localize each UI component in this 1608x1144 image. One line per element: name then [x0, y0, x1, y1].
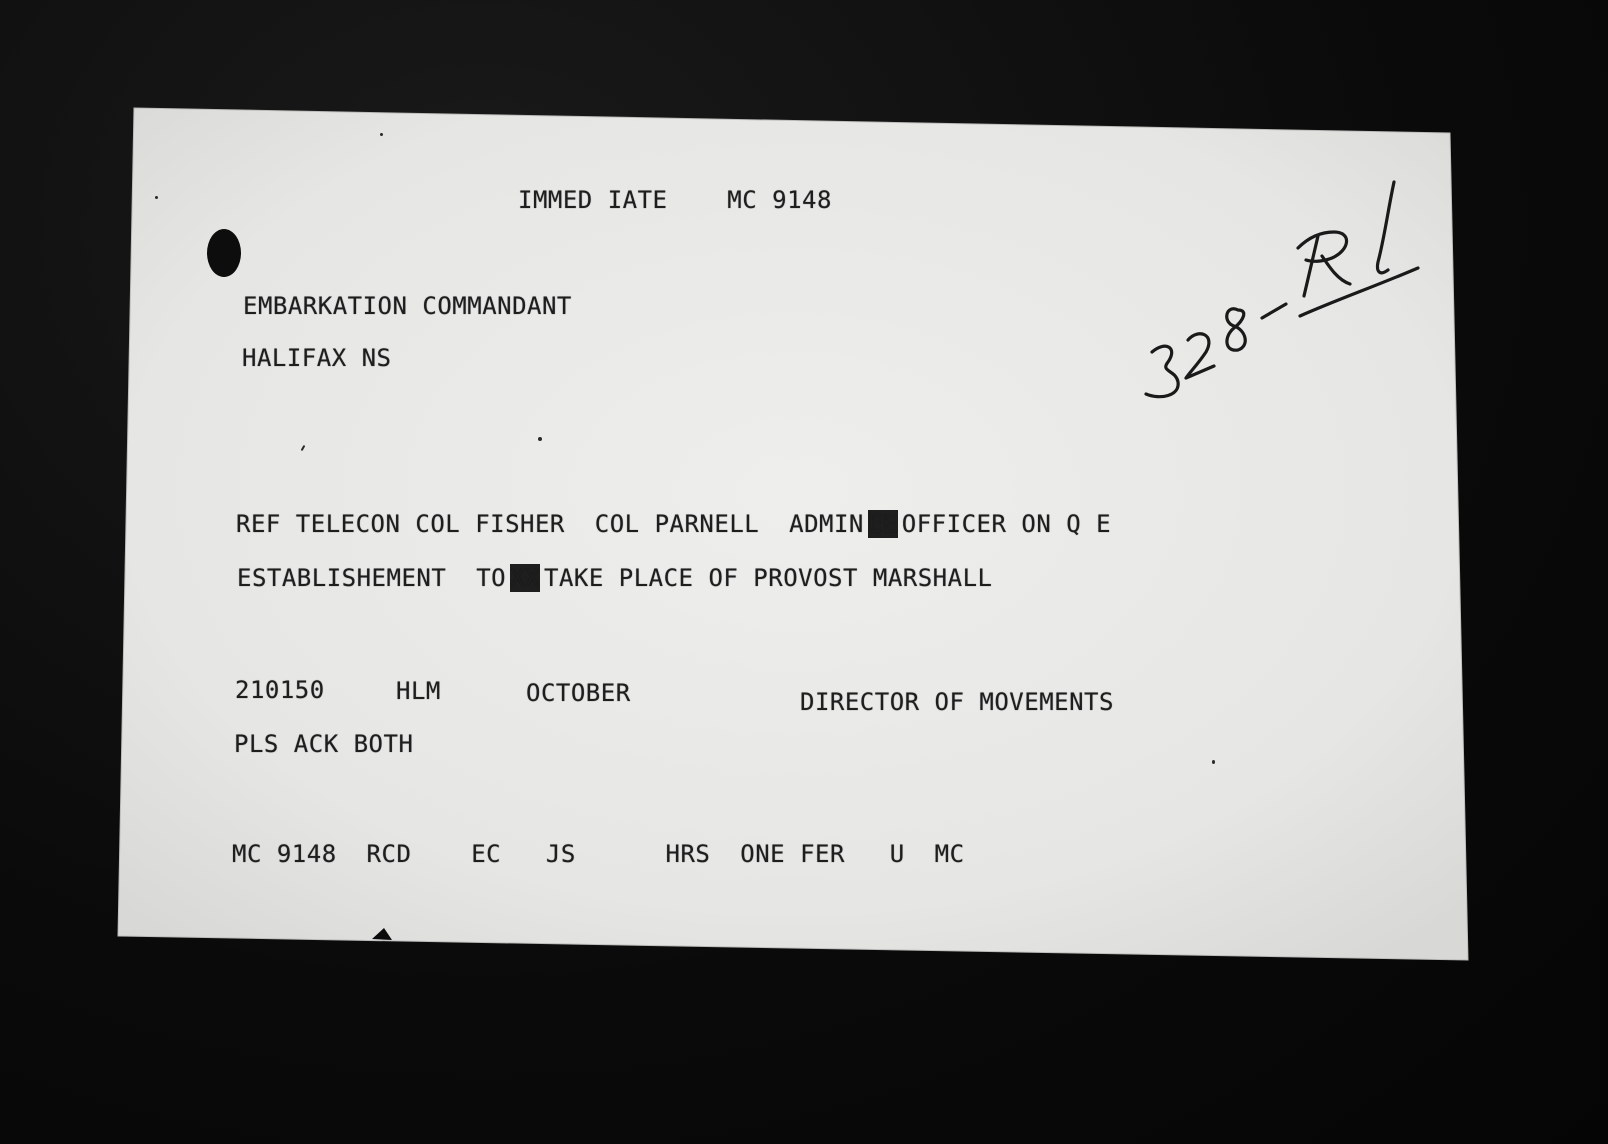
- body-line-2-text-b: TAKE PLACE OF PROVOST MARSHALL: [544, 564, 993, 592]
- receipt-line: MC 9148 RCD EC JS HRS ONE FER U MC: [232, 840, 965, 868]
- body-line-2-text-a: ESTABLISHEMENT TO: [237, 564, 507, 592]
- struck-out-text: EE: [867, 510, 898, 538]
- struck-out-text: XX: [510, 564, 540, 592]
- message-number: MC 9148: [727, 186, 832, 214]
- addressee-line-2: HALIFAX NS: [242, 344, 392, 372]
- acknowledge-instruction: PLS ACK BOTH: [234, 730, 414, 758]
- signature-block: DIRECTOR OF MOVEMENTS: [800, 688, 1114, 716]
- body-line-1-text-b: OFFICER ON Q E: [901, 510, 1112, 538]
- date-time-group: 210150: [235, 676, 325, 704]
- month-label: OCTOBER: [526, 679, 631, 707]
- originator-code: HLM: [396, 677, 441, 705]
- body-line-1-text-a: REF TELECON COL FISHER COL PARNELL ADMIN: [236, 510, 864, 538]
- addressee-line-1: EMBARKATION COMMANDANT: [243, 292, 572, 320]
- priority-label: IMMED IATE: [518, 186, 668, 214]
